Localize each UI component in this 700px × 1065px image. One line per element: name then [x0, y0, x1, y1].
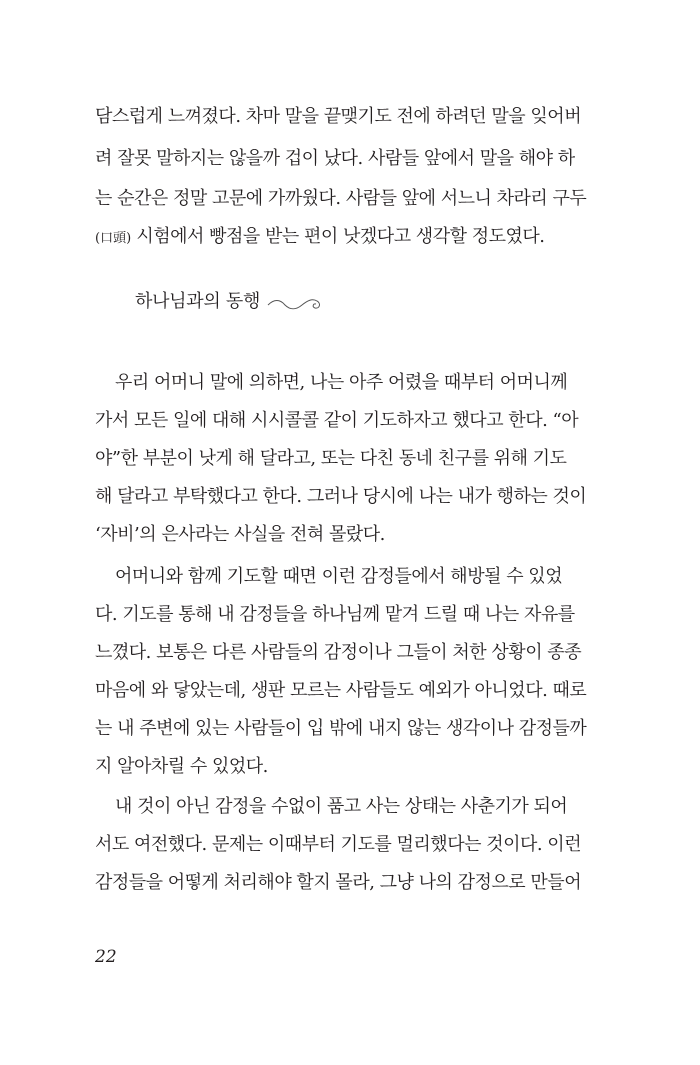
body-text-line: 담스럽게 느껴졌다. 차마 말을 끝맺기도 전에 하려던 말을 잊어버	[95, 106, 582, 127]
body-text-line: 우리 어머니 말에 의하면, 나는 아주 어렸을 때부터 어머니께	[115, 372, 568, 393]
hanja-annotation: (口頭)	[95, 231, 132, 246]
body-text-line: ‘자비’의 은사라는 사실을 전혀 몰랐다.	[95, 524, 385, 545]
body-text-line: 해 달라고 부탁했다고 한다. 그러나 당시에 나는 내가 행하는 것이	[95, 486, 587, 507]
body-text-line: 다. 기도를 통해 내 감정들을 하나님께 맡겨 드릴 때 나는 자유를	[95, 604, 575, 625]
body-text-line: 는 내 주변에 있는 사람들이 입 밖에 내지 않는 생각이나 감정들까	[95, 718, 587, 739]
page-number: 22	[95, 947, 117, 967]
body-text-line: 지 알아차릴 수 있었다.	[95, 756, 268, 777]
swirl-ornament-icon	[266, 293, 324, 315]
section-heading-text: 하나님과의 동행	[135, 291, 261, 312]
section-heading	[135, 288, 324, 316]
body-text-line: 가서 모든 일에 대해 시시콜콜 같이 기도하자고 했다고 한다. “아	[95, 410, 579, 431]
body-text-line: 야”한 부분이 낫게 해 달라고, 또는 다친 동네 친구를 위해 기도	[95, 448, 567, 469]
body-text-line: 감정들을 어떻게 처리해야 할지 몰라, 그냥 나의 감정으로 만들어	[95, 872, 582, 893]
body-text-line: 마음에 와 닿았는데, 생판 모르는 사람들도 예외가 아니었다. 때로	[95, 680, 587, 701]
body-text-line: 어머니와 함께 기도할 때면 이런 감정들에서 해방될 수 있었	[115, 566, 563, 587]
body-text-span: 시험에서 빵점을 받는 편이 낫겠다고 생각할 정도였다.	[131, 226, 545, 247]
body-text-line: 서도 여전했다. 문제는 이때부터 기도를 멀리했다는 것이다. 이런	[95, 834, 582, 855]
body-text-line	[95, 224, 544, 252]
body-text-line: 느꼈다. 보통은 다른 사람들의 감정이나 그들이 처한 상황이 종종	[95, 642, 582, 663]
body-text-line: 내 것이 아닌 감정을 수없이 품고 사는 상태는 사춘기가 되어	[115, 796, 568, 817]
body-text-line: 려 잘못 말하지는 않을까 겁이 났다. 사람들 앞에서 말을 해야 하	[95, 148, 575, 169]
body-text-line: 는 순간은 정말 고문에 가까웠다. 사람들 앞에 서느니 차라리 구두	[95, 188, 587, 209]
